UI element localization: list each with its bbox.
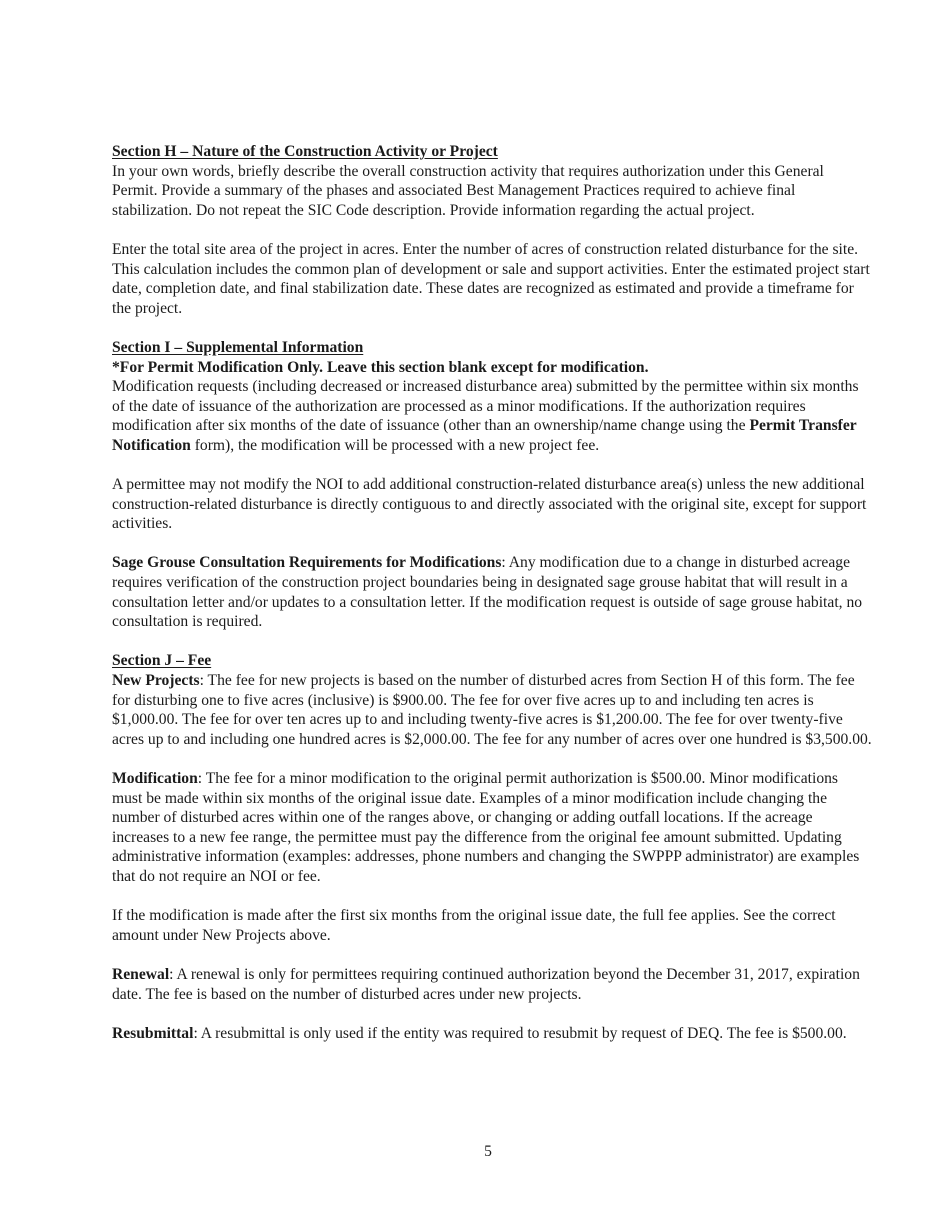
- new-projects-text: : The fee for new projects is based on the number of disturbed acres from Section H of this form. The fee for disturbing one to five acres (inclusive) is $900.00. The fee for over five acres up to and including ten acres is $1,000.00. The fee for over ten acres up to and including twenty-five acres is $1,200.00. The fee for over twenty-five acres up to and including one hundred acres is $2,000.00. The fee for any number of acres over one hundred is $3,500.00.: [112, 672, 872, 748]
- spacer: [112, 749, 872, 769]
- section-i-paragraph-1: [112, 377, 872, 455]
- spacer: [112, 534, 872, 554]
- modification-paragraph: [112, 769, 872, 887]
- renewal-label: Renewal: [112, 965, 170, 983]
- spacer: [112, 945, 872, 965]
- section-i-paragraph-1-start: Modification requests (including decreased or increased disturbance area) submitted by the permittee within six months of the date of issuance of the authorization are processed as a minor modifications. If the authorization requires modification after six months of the date of issuance (other than an ownership/name change using the: [112, 378, 859, 435]
- section-i-paragraph-1-end: form), the modification will be processed with a new project fee.: [190, 436, 600, 454]
- sage-grouse-label: Sage Grouse Consultation Requirements for Modifications: [112, 554, 502, 572]
- spacer: [112, 318, 872, 338]
- resubmittal-text: : A resubmittal is only used if the entity was required to resubmit by request of DEQ. The fee is $500.00.: [193, 1024, 847, 1042]
- section-h-paragraph-2: Enter the total site area of the project in acres. Enter the number of acres of construction related disturbance for the site. This calculation includes the common plan of development or sale and support activities. Enter the estimated project start date, completion date, and final stabilization date. These dates are recognized as estimated and provide a timeframe for the project.: [112, 240, 870, 317]
- spacer: [112, 632, 872, 652]
- spacer: [112, 456, 872, 476]
- full-fee-paragraph: If the modification is made after the first six months from the original issue date, the full fee applies. See the correct amount under New Projects above.: [112, 907, 836, 944]
- sage-grouse-text: : Any modification due to a change in disturbed acreage requires verification of the construction project boundaries being in designated sage grouse habitat that will result in a consultation letter and/or updates to a consultation letter. If the modification request is outside of sage grouse habitat, no consultation is required.: [112, 554, 863, 631]
- sage-grouse-paragraph: [112, 553, 872, 631]
- spacer: [112, 220, 872, 240]
- permit-transfer-notification-form-name: Permit Transfer Notification: [112, 417, 857, 454]
- section-h-heading: Section H – Nature of the Construction Activity or Project: [112, 143, 498, 160]
- document-body: [112, 142, 872, 1043]
- section-i-subheading: *For Permit Modification Only. Leave this section blank except for modification.: [112, 358, 649, 376]
- section-h-paragraph-1: In your own words, briefly describe the overall construction activity that requires authorization under this General Permit. Provide a summary of the phases and associated Best Management Practices required to achieve final stabilization. Do not repeat the SIC Code description. Provide information regarding the actual project.: [112, 162, 824, 219]
- modification-label: Modification: [112, 770, 198, 787]
- section-i-heading: Section I – Supplemental Information: [112, 338, 364, 356]
- new-projects-paragraph: [112, 671, 872, 749]
- renewal-paragraph: [112, 965, 872, 1004]
- resubmittal-label: Resubmittal: [112, 1024, 194, 1042]
- spacer: [112, 1004, 872, 1024]
- section-j-heading: Section J – Fee: [112, 652, 212, 670]
- renewal-text: : A renewal is only for permittees requiring continued authorization beyond the December 31, 2017, expiration date. The fee is based on the number of disturbed acres under new projects.: [112, 965, 860, 1003]
- section-i-paragraph-2: A permittee may not modify the NOI to add additional construction-related disturbance area(s) unless the new additional construction-related disturbance is directly contiguous to and directly associated with the original site, except for support activities.: [112, 476, 867, 533]
- resubmittal-paragraph: [112, 1024, 872, 1044]
- page-number: 5: [484, 1143, 492, 1160]
- spacer: [112, 887, 872, 907]
- modification-text: : The fee for a minor modification to the original permit authorization is $500.00. Minor modifications must be made within six months of the original issue date. Examples of a minor modification include changing the number of disturbed acres within one of the ranges above, or changing or adding outfall locations. If the acreage increases to a new fee range, the permittee must pay the difference from the original fee amount submitted. Updating administrative information (examples: addresses, phone numbers and changing the SWPPP administrator) are examples that do not require an NOI or fee.: [112, 770, 860, 885]
- new-projects-label: New Projects: [112, 672, 200, 690]
